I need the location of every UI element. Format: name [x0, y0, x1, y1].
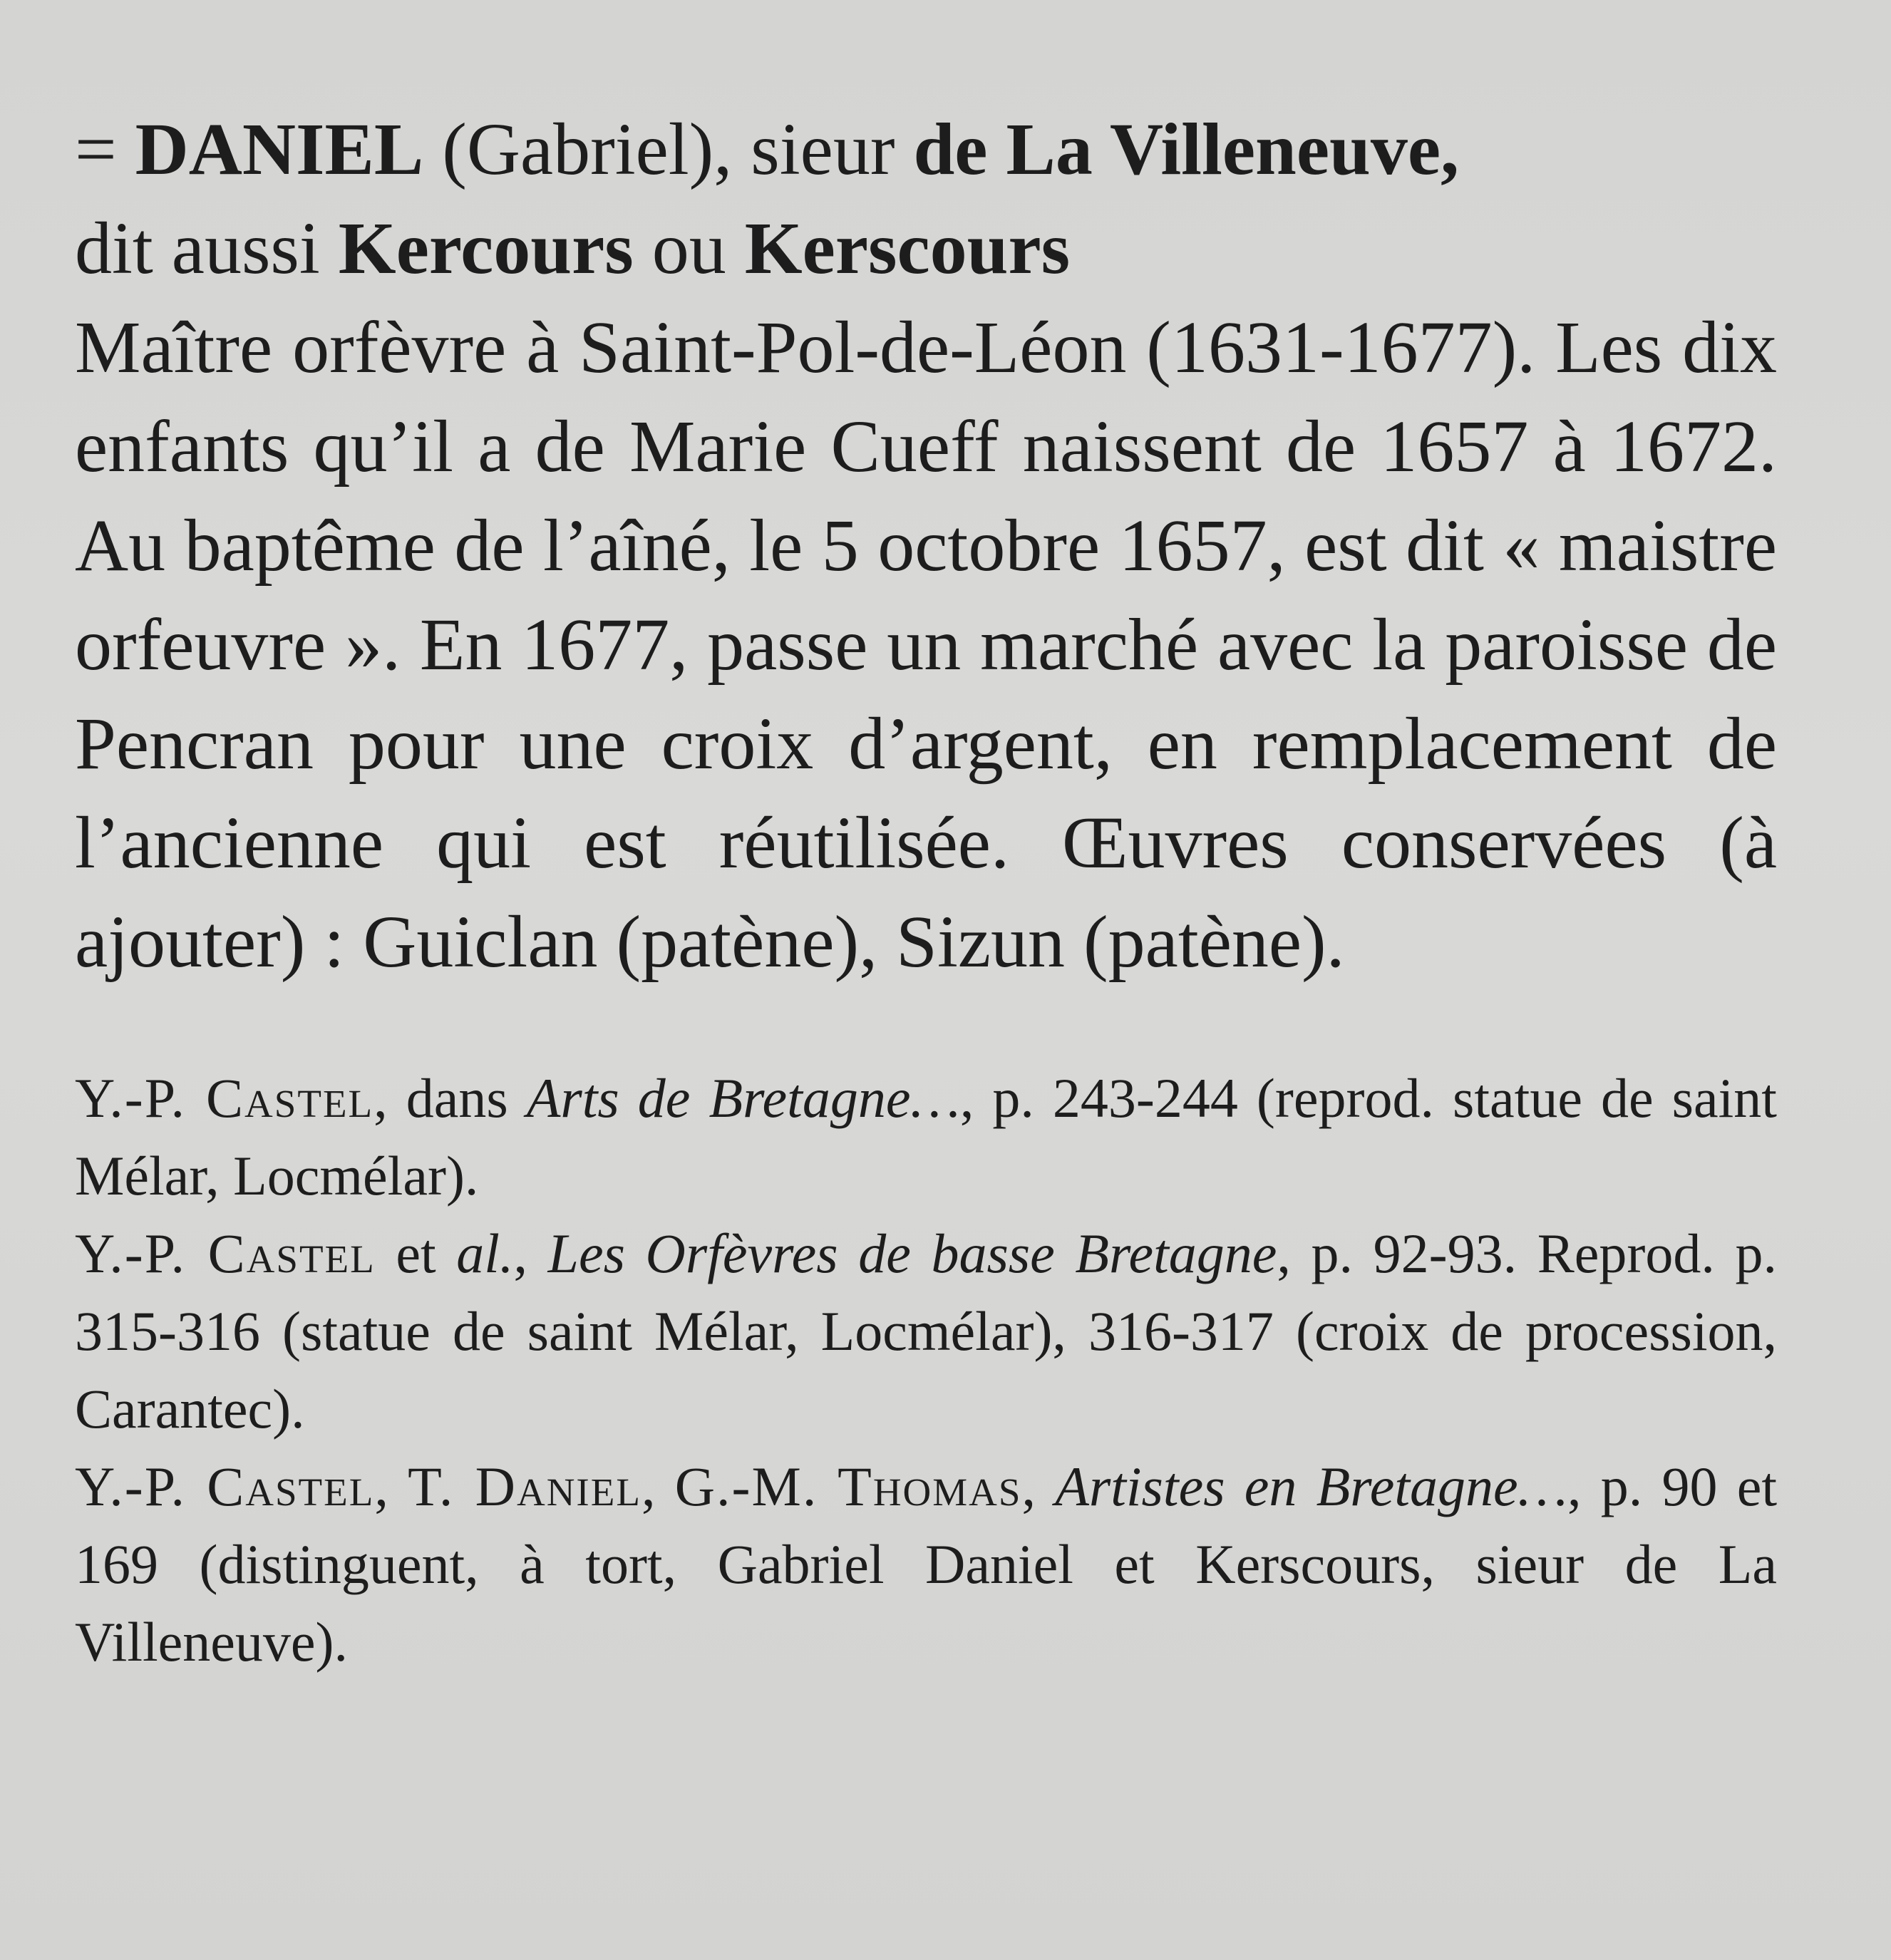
- entry-surname: DANIEL: [135, 108, 424, 190]
- ref2-author: Y.-P. Castel: [75, 1222, 376, 1284]
- document-page: [75, 100, 1777, 1681]
- bibliography-reference-3: [75, 1448, 1777, 1681]
- entry-alias-sep: ou: [633, 207, 745, 289]
- ref2-sep: ,: [513, 1222, 548, 1284]
- ref3-title: Artistes en Bretagne…: [1055, 1455, 1568, 1517]
- ref3-sep-1: ,: [374, 1455, 408, 1517]
- ref1-sep: , dans: [373, 1067, 527, 1129]
- ref1-title: Arts de Bretagne…: [526, 1067, 960, 1129]
- ref2-rest: , p. 92-93. Reprod. p. 315-316 (statue de saint Mélar, Locmélar), 316-317 (croix de procession, Carantec).: [75, 1222, 1778, 1440]
- ref3-sep-2: ,: [641, 1455, 675, 1517]
- bibliography-reference-1: [75, 1059, 1777, 1214]
- ref3-author-2: T. Daniel: [408, 1455, 642, 1517]
- ref1-author: Y.-P. Castel: [75, 1067, 374, 1129]
- ref3-author-1: Y.-P. Castel: [75, 1455, 375, 1517]
- bibliography-reference-2: [75, 1214, 1777, 1448]
- entry-given-name: (Gabriel), sieur: [423, 108, 914, 190]
- entry-title-place: de La Villeneuve,: [913, 108, 1460, 190]
- ref2-title: Les Orfèvres de basse Bretagne: [547, 1222, 1277, 1284]
- entry-prefix: =: [75, 108, 135, 190]
- entry-alias-intro: dit aussi: [75, 207, 339, 289]
- entry-alias-2: Kerscours: [744, 207, 1071, 289]
- ref1-rest: , p. 243-244 (reprod. statue de saint Mélar, Locmélar).: [75, 1067, 1777, 1207]
- entry-body-paragraph: Maître orfèvre à Saint-Pol-de-Léon (1631-1677). Les dix enfants qu’il a de Marie Cueff naissent de 1657 à 1672. Au baptême de l’aîné, le 5 octobre 1657, est dit « maistre orfeuvre ». En 1677, passe un marché avec la paroisse de Pencran pour une croix d’argent, en remplacement de l’ancienne qui est réutilisée. Œuvres conservées (à ajouter) : Guiclan (patène), Sizun (patène).: [75, 306, 1777, 983]
- ref3-author-3: G.-M. Thomas: [674, 1455, 1022, 1517]
- entry-alias-1: Kercours: [338, 207, 634, 289]
- ref2-al: al.: [456, 1222, 514, 1284]
- bibliography: [75, 1059, 1777, 1681]
- ref2-et: et: [375, 1222, 457, 1284]
- ref3-rest: , p. 90 et 169 (distinguent, à tort, Gabriel Daniel et Kerscours, sieur de La Villeneuve).: [75, 1455, 1778, 1673]
- entry-heading: [75, 100, 1777, 298]
- ref3-sep-3: ,: [1021, 1455, 1056, 1517]
